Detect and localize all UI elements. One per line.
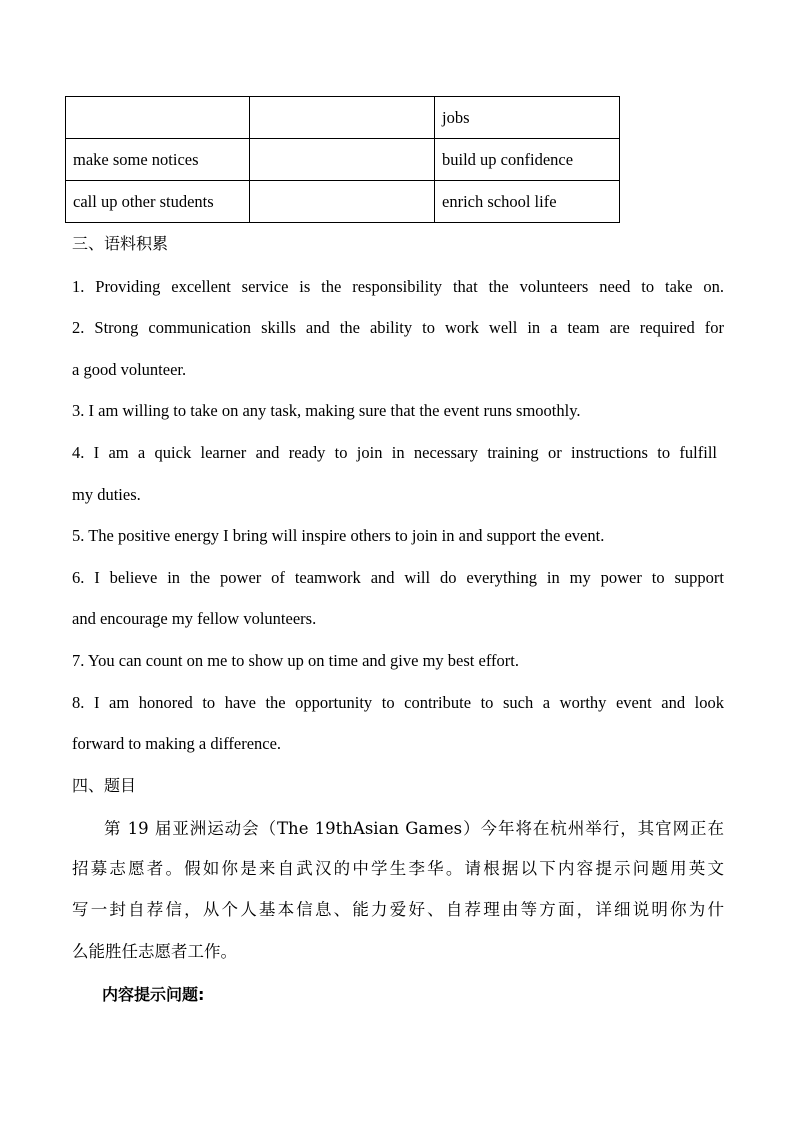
prompt-line-3: 写一封自荐信，从个人基本信息、能力爱好、自荐理由等方面，详细说明你为什 [72,900,724,919]
table-cell [250,181,435,223]
table-cell [250,97,435,139]
sentence-1: 1. Providing excellent service is the responsibility that the volunteers need to take on. [72,277,724,296]
sentence-6: 6. I believe in the power of teamwork and will do everything in my power to support [72,568,724,587]
prompt-line-2: 招募志愿者。假如你是来自武汉的中学生李华。请根据以下内容提示问题用英文 [72,859,724,878]
sentence-2-cont: a good volunteer. [72,360,187,379]
table-cell: build up confidence [435,139,620,181]
table-row [66,181,620,223]
section-heading-task: 四、题目 [72,776,137,795]
sentence-4-cont: my duties. [72,485,141,504]
table-cell: enrich school life [435,181,620,223]
table-cell: call up other students [66,181,250,223]
sentence-3: 3. I am willing to take on any task, making sure that the event runs smoothly. [72,401,581,420]
table-cell: jobs [435,97,620,139]
sentence-7: 7. You can count on me to show up on time and give my best effort. [72,651,519,670]
prompt-line-4: 么能胜任志愿者工作。 [72,942,237,961]
table-cell: make some notices [66,139,250,181]
prompt-line-1: 第 19 届亚洲运动会（The 19thAsian Games）今年将在杭州举行，其官网正在 [104,819,724,838]
table-cell [250,139,435,181]
section-heading-corpus: 三、语料积累 [72,234,169,253]
table-row [66,139,620,181]
sentence-6-cont: and encourage my fellow volunteers. [72,609,317,628]
sentence-5: 5. The positive energy I bring will inspire others to join in and support the event. [72,526,605,545]
sentence-2: 2. Strong communication skills and the ability to work well in a team are required for [72,318,724,337]
table-row [66,97,620,139]
table-cell [66,97,250,139]
phrase-table [65,96,620,223]
content-hints-heading: 内容提示问题: [102,985,205,1004]
sentence-4: 4. I am a quick learner and ready to join in necessary training or instructions to fulfill [72,443,717,462]
sentence-8: 8. I am honored to have the opportunity to contribute to such a worthy event and look [72,693,724,712]
sentence-8-cont: forward to making a difference. [72,734,282,753]
